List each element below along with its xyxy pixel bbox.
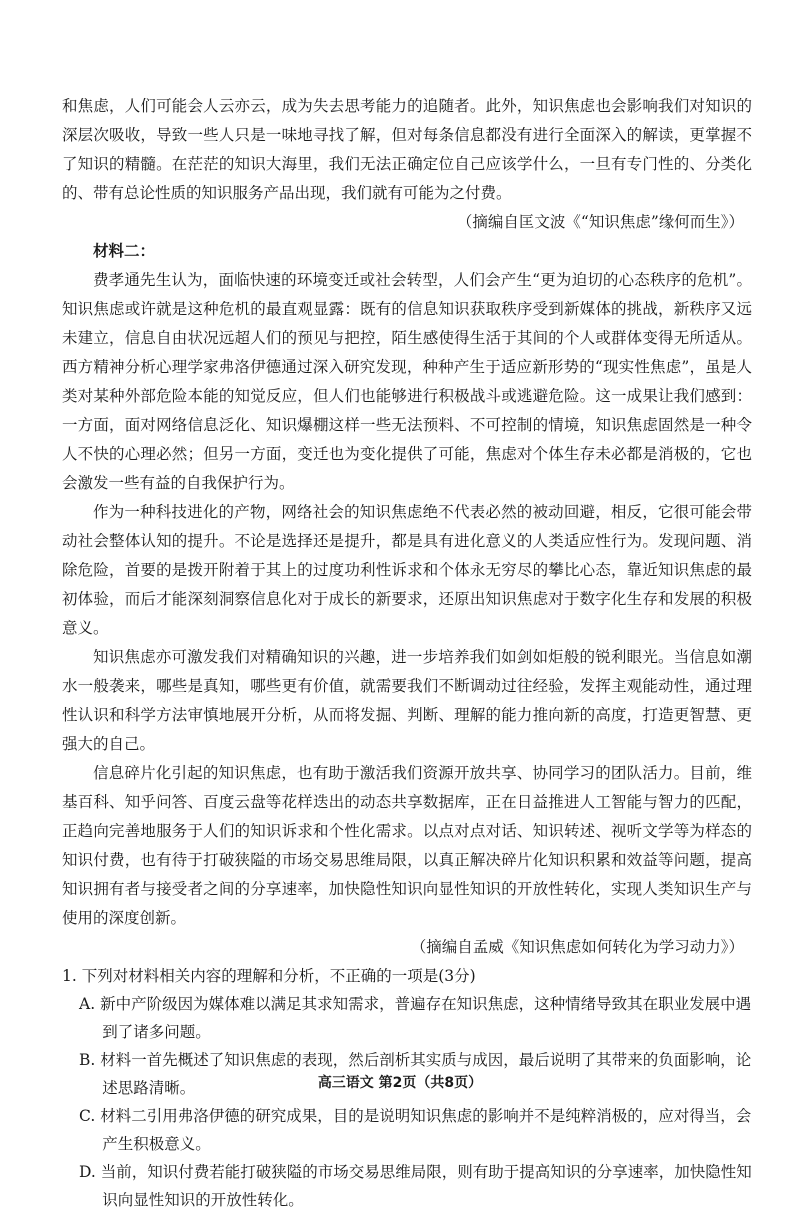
material2-paragraph: 费孝通先生认为，面临快速的环境变迁或社会转型，人们会产生“更为迫切的心态秩序的危机”。知识焦虑或许就是这种危机的最直观显露：既有的信息知识获取秩序受到新媒体的挑战，新秩序又远未建立，信息自由状况远超人们的预见与把控，陌生感使得生活于其间的个人或群体变得无所适从。西方精神分析心理学家弗洛伊德通过深入研究发现，种种产生于适应新形势的“现实性焦虑”，虽是人类对某种外部危险本能的知觉反应，但人们也能够进行积极战斗或逃避危险。这一成果让我们感到：一方面，面对网络信息泛化、知识爆棚这样一些无法预料、不可控制的情境，知识焦虑固然是一种令人不快的心理必然；但另一方面，变迁也为变化提供了可能，焦虑对个体生存未必都是消极的，它也会激发一些有益的自我保护行为。	[62, 271, 752, 492]
question-option-c: C. 材料二引用弗洛伊德的研究成果，目的是说明知识焦虑的影响并不是纯粹消极的，应对得当，会产生积极意义。	[79, 1107, 752, 1153]
question-option-d: D. 当前，知识付费若能打破狭隘的市场交易思维局限，则有助于提高知识的分享速率，加快隐性知识向显性知识的开放性转化。	[79, 1163, 752, 1209]
question-stem: 1. 下列对材料相关内容的理解和分析，不正确的一项是(3分)	[62, 967, 476, 985]
material2-heading: 材料二：	[93, 242, 156, 260]
material1-tail-paragraph: 和焦虑，人们可能会人云亦云，成为失去思考能力的追随者。此外，知识焦虑也会影响我们对知识的深层次吸收，导致一些人只是一味地寻找了解，但对每条信息都没有进行全面深入的解读，更掌握不了知识的精髓。在茫茫的知识大海里，我们无法正确定位自己应该学什么，一旦有专门性的、分类化的、带有总论性质的知识服务产品出现，我们就有可能为之付费。	[62, 97, 752, 202]
question-option-b: B. 材料一首先概述了知识焦虑的表现，然后剖析其实质与成因，最后说明了其带来的负面影响，论述思路清晰。	[79, 1051, 752, 1097]
material2-source: （摘编自孟威《知识焦虑如何转化为学习动力》）	[410, 938, 744, 956]
material2-paragraph: 作为一种科技进化的产物，网络社会的知识焦虑绝不代表必然的被动回避，相反，它很可能会带动社会整体认知的提升。不论是选择还是提升，都是具有进化意义的人类适应性行为。发现问题、消除危险，首要的是拨开附着于其上的过度功利性诉求和个体永无穷尽的攀比心态，靠近知识焦虑的最初体验，而后才能深刻洞察信息化对于成长的新要求，还原出知识焦虑对于数字化生存和发展的积极意义。	[62, 503, 752, 637]
question-option-a: A. 新中产阶级因为媒体难以满足其求知需求，普遍存在知识焦虑，这种情绪导致其在职业发展中遇到了诸多问题。	[79, 995, 752, 1041]
material2-paragraph: 信息碎片化引起的知识焦虑，也有助于激活我们资源开放共享、协同学习的团队活力。目前，维基百科、知乎问答、百度云盘等花样迭出的动态共享数据库，正在日益推进人工智能与智力的匹配，正趋向完善地服务于人们的知识诉求和个性化需求。以点对点对话、知识转述、视听文学等为样态的知识付费，也有待于打破狭隘的市场交易思维局限，以真正解决碎片化知识积累和效益等问题，提高知识拥有者与接受者之间的分享速率，加快隐性知识向显性知识的开放性转化，实现人类知识生产与使用的深度创新。	[62, 764, 752, 927]
material1-source: （摘编自匡文波《“知识焦虑”缘何而生》）	[456, 213, 744, 231]
exam-page	[62, 92, 752, 1214]
material2-paragraph: 知识焦虑亦可激发我们对精确知识的兴趣，进一步培养我们如剑如炬般的锐利眼光。当信息如潮水一般袭来，哪些是真知，哪些更有价值，就需要我们不断调动过往经验，发挥主观能动性，通过理性认识和科学方法审慎地展开分析，从而将发掘、判断、理解的能力推向新的高度，打造更智慧、更强大的自己。	[62, 648, 752, 753]
page-footer: 高三语文 第2页（共8页）	[317, 1075, 483, 1091]
